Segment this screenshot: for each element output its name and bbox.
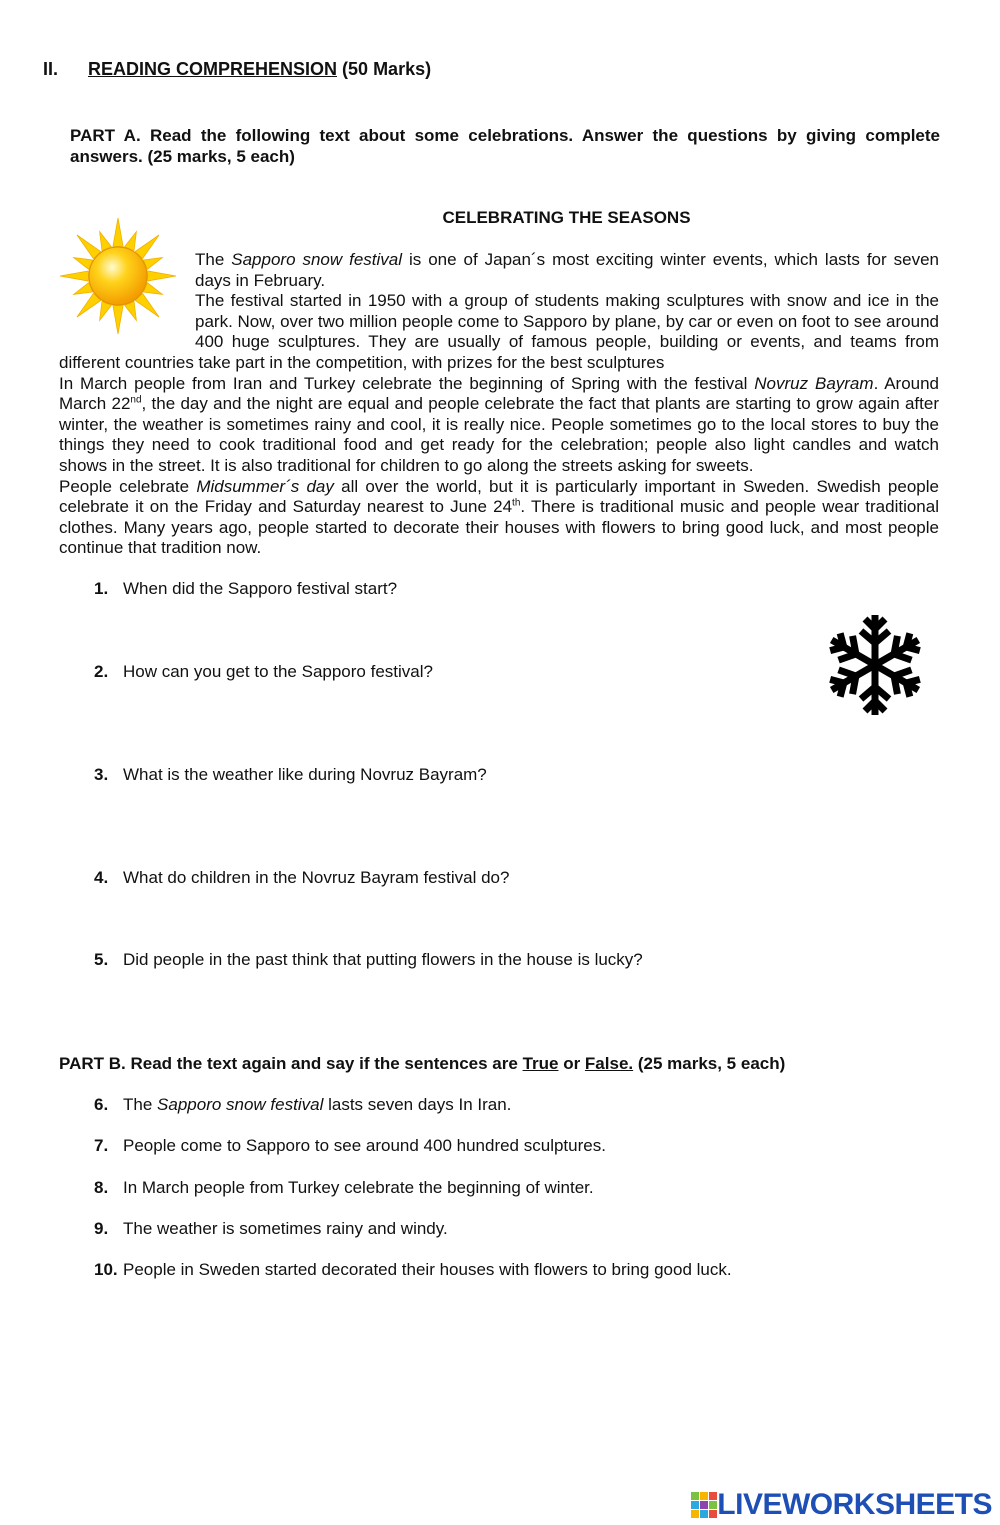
reading-paragraph-1: The Sapporo snow festival is one of Japan´s most exciting winter events, which lasts for seven days in February.: [195, 250, 939, 290]
part-a-instructions: PART A. Read the following text about some celebrations. Answer the questions by giving complete answers. (25 marks, 5 each): [70, 126, 940, 166]
true-word: True: [522, 1054, 559, 1073]
false-word: False.: [584, 1054, 634, 1073]
statement-7: 7. People come to Sapporo to see around 400 hundred sculptures.: [94, 1136, 606, 1155]
statement-6: 6. The Sapporo snow festival lasts seven days In Iran.: [94, 1095, 512, 1114]
liveworksheets-logo: [691, 1487, 992, 1521]
section-marks: (50 Marks): [342, 59, 432, 79]
reading-paragraph-3: In March people from Iran and Turkey celebrate the beginning of Spring with the festival Novruz Bayram. Around March 22nd, the day and the night are equal and people celebrate the fact that plants are starting to grow again after winter, the weather is sometimes rainy and cool, it is really nice. People sometimes go to the local stores to buy the things they need to cook traditional food and get ready for the celebration; people also light candles and watch shows in the street. It is also traditional for children to go along the streets asking for sweets.: [59, 373, 940, 475]
sun-ray: [113, 218, 123, 246]
question-1: 1. When did the Sapporo festival start?: [94, 579, 398, 598]
statement-8: 8. In March people from Turkey celebrate the beginning of winter.: [94, 1178, 594, 1197]
reading-paragraph-2: The festival started in 1950 with a group of students making sculptures with snow and ice in the park. Now, over two million people come to Sapporo by plane, by car or even on foot to see around 400 huge sculptures. They are usually of famous people, building or events, and teams from different countries take part in the competition, with prizes for the best sculptures: [59, 291, 939, 372]
question-4: 4. What do children in the Novruz Bayram festival do?: [94, 868, 510, 887]
part-b-instructions: PART B. Read the text again and say if the sentences are True or False. (25 marks, 5 each): [59, 1054, 786, 1073]
section-heading: [43, 59, 431, 80]
brand-name: LIVEWORKSHEETS: [717, 1487, 992, 1521]
statement-9: 9. The weather is sometimes rainy and windy.: [94, 1219, 448, 1238]
reading-passage: [59, 250, 939, 559]
section-number: II.: [43, 59, 59, 79]
question-2: 2. How can you get to the Sapporo festival?: [94, 662, 433, 681]
liveworksheets-logo-icon: [691, 1492, 717, 1518]
snowflake-icon: [823, 610, 927, 720]
section-title: READING COMPREHENSION: [88, 59, 338, 79]
reading-paragraph-4: People celebrate Midsummer´s day all over the world, but it is particularly important in Sweden. Swedish people celebrate it on the Friday and Saturday nearest to June 24th. There is traditional music and people wear traditional clothes. Many years ago, people started to decorate their houses with flowers to bring good luck, and most people continue that tradition now.: [59, 476, 939, 558]
question-5: 5. Did people in the past think that putting flowers in the house is lucky?: [94, 950, 643, 969]
statement-10: 10. People in Sweden started decorated their houses with flowers to bring good luck.: [94, 1260, 732, 1279]
reading-title: CELEBRATING THE SEASONS: [442, 208, 691, 227]
question-3: 3. What is the weather like during Novruz Bayram?: [94, 765, 487, 784]
